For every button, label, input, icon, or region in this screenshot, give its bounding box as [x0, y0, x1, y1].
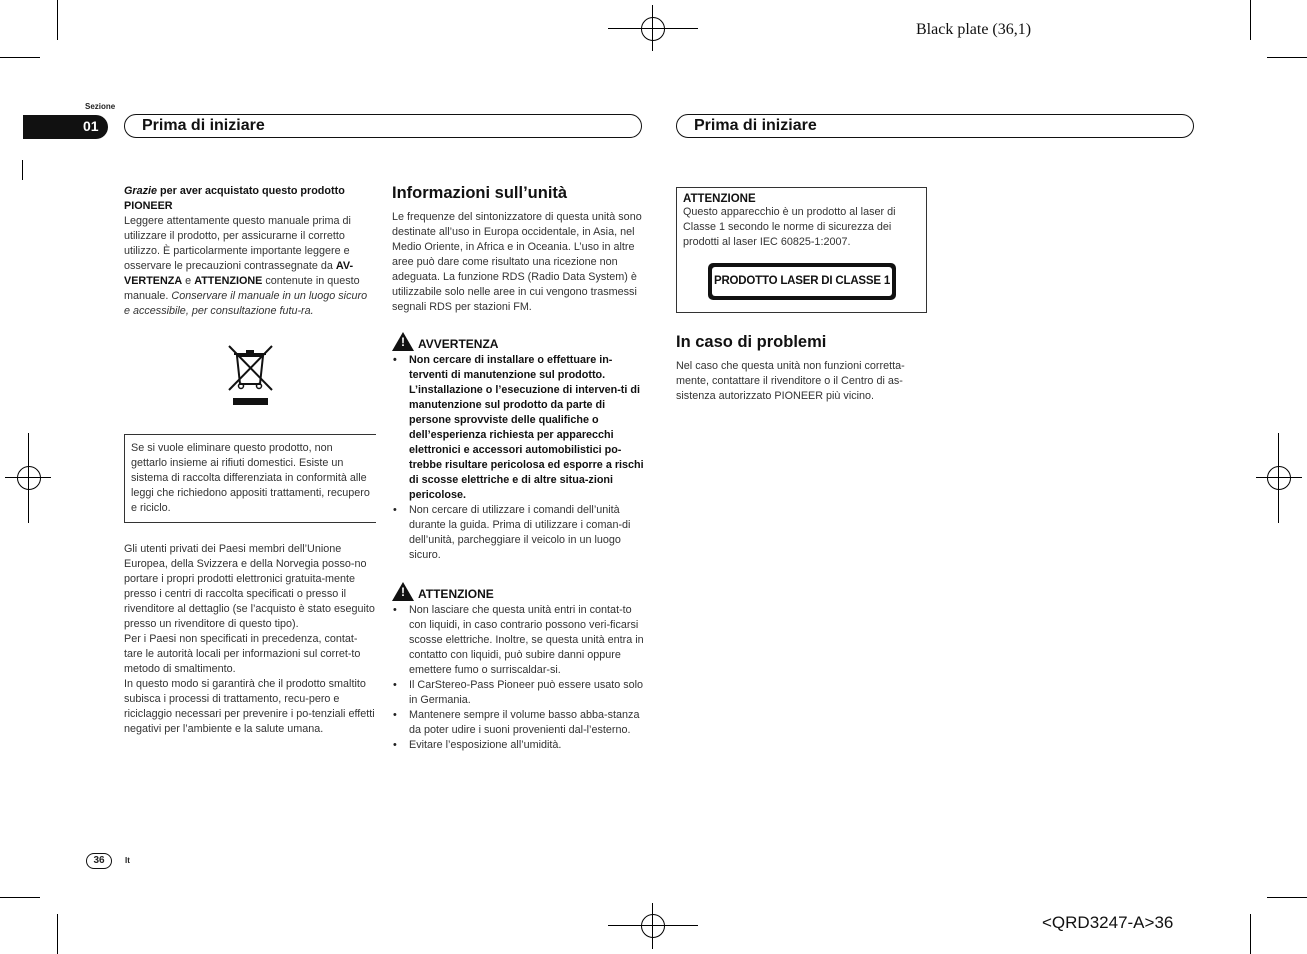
caution-list	[392, 603, 644, 753]
crossed-out-wheelie-bin-icon	[226, 344, 276, 408]
warning-triangle-icon: !	[392, 332, 414, 351]
document-code: <QRD3247-A>36	[1042, 913, 1174, 932]
laser-class-label	[708, 263, 896, 300]
registration-mark-icon	[1267, 466, 1291, 490]
list-item: • Il CarStereo-Pass Pioneer può essere usato solo in Germania.	[392, 678, 644, 708]
list-item: • Non cercare di installare o effettuare in-terventi di manutenzione sul prodotto. L’installazione o l’esecuzione di interven-ti di manutenzione sul prodotto da parte di persone sprovviste delle qualifiche o dell’esperienza richiesta per apparecchi elettronici e accessori automobilistici po-trebbe risultare pericolosa ed esporre a rischi di scosse elettriche e di altre situa-zioni pericolose.	[392, 353, 644, 503]
section-title-left	[124, 114, 642, 138]
warning-list	[392, 353, 644, 563]
caution-title: ATTENZIONE	[418, 587, 494, 601]
language-code: It	[125, 856, 130, 865]
laser-caution-title: ATTENZIONE	[683, 193, 756, 205]
registration-mark-icon	[17, 466, 41, 490]
unit-info-paragraph: Le frequenze del sintonizzatore di questa unità sono destinate all’uso in Europa occidentale, in Asia, nel Medio Oriente, in Africa e in Oceania. L’uso in altre aree può dare come risultato una ricezione non adeguata. La funzione RDS (Radio Data System) è utilizzabile solo nelle aree in cui vengono trasmessi segnali RDS per stazioni FM.	[392, 211, 642, 313]
section-title-right	[676, 114, 1194, 138]
registration-mark-icon	[641, 914, 665, 938]
list-item: • Mantenere sempre il volume basso abba-stanza da poter udire i suoni provenienti dal-l’esterno.	[392, 708, 644, 738]
registration-line	[1256, 477, 1302, 478]
disposal-paragraphs	[124, 542, 376, 737]
caution-heading	[392, 582, 644, 601]
registration-line	[608, 925, 698, 926]
crop-mark	[0, 57, 40, 58]
intro-bold: per aver acquistato questo prodotto PIONEER	[124, 185, 345, 212]
warning-triangle-icon: !	[392, 582, 414, 601]
page-number: 36	[86, 853, 112, 869]
registration-line	[608, 28, 698, 29]
intro-text: contenute in questo manuale.	[124, 275, 360, 302]
troubleshooting-heading: In caso di problemi	[676, 333, 827, 351]
section-number: 01	[23, 115, 108, 139]
list-item: • Non lasciare che questa unità entri in contat-to con liquidi, in caso contrario possono veri-ficarsi scosse elettriche. Inoltre, se questa unità entra in contatto con liquidi, può subire danni oppure emettere fumo o surriscaldar-si.	[392, 603, 644, 678]
disposal-note-text: Se si vuole eliminare questo prodotto, non gettarlo insieme ai rifiuti domestici. Esiste un sistema di raccolta differenziata in conformità alle leggi che richiedono appositi trattamenti, recupero e riciclo.	[131, 442, 370, 514]
intro-paragraph	[124, 184, 374, 319]
crop-mark	[57, 914, 58, 954]
laser-class-label-text: PRODOTTO LASER DI CLASSE 1	[712, 267, 892, 296]
warning-heading	[392, 332, 644, 351]
intro-italic: Grazie	[124, 185, 158, 197]
disposal-paragraph: Gli utenti privati dei Paesi membri dell’Unione Europea, della Svizzera e della Norvegia posso-no portare i propri prodotti elettronici gratuita-mente presso i centri di raccolta specificati o presso il rivenditore al dettaglio (se l’acquisto è stato eseguito presso un rivenditore di questo tipo).	[124, 543, 375, 630]
intro-text: e	[182, 275, 195, 287]
warning-title: AVVERTENZA	[418, 337, 499, 351]
registration-line	[652, 903, 653, 949]
black-plate-label: Black plate (36,1)	[916, 21, 1032, 38]
disposal-paragraph: Per i Paesi non specificati in precedenza, contat-tare le autorità locali per informazioni sul corret-to metodo di smaltimento.	[124, 633, 361, 675]
warning-section	[392, 332, 644, 563]
registration-line	[652, 5, 653, 51]
crop-mark	[22, 160, 23, 180]
crop-mark	[1267, 57, 1307, 58]
section-label: Sezione	[85, 102, 116, 111]
crop-mark	[0, 897, 40, 898]
crop-mark	[1250, 914, 1251, 954]
list-item: • Evitare l’esposizione all’umidità.	[392, 738, 644, 753]
troubleshooting-paragraph: Nel caso che questa unità non funzioni corretta-mente, contattare il rivenditore o il Centro di as-sistenza autorizzato PIONEER più vicino.	[676, 360, 905, 402]
section-title-text: Prima di iniziare	[142, 117, 265, 134]
unit-info-heading: Informazioni sull’unità	[392, 184, 568, 202]
intro-heading	[124, 184, 374, 214]
intro-body	[124, 214, 374, 319]
crop-mark	[1267, 897, 1307, 898]
section-title-text: Prima di iniziare	[694, 117, 817, 134]
intro-avvertenza: AV-VERTENZA	[124, 260, 354, 287]
registration-mark-icon	[641, 17, 665, 41]
intro-text: Leggere attentamente questo manuale prima di utilizzare il prodotto, per assicurarne il corretto utilizzo. È particolarmente importante leggere e osservare le precauzioni contrassegnate da	[124, 215, 351, 272]
list-item: • Non cercare di utilizzare i comandi dell’unità durante la guida. Prima di utilizzare i coman-di dell’unità, parcheggiare il veicolo in un luogo sicuro.	[392, 503, 644, 563]
caution-section	[392, 582, 644, 753]
registration-line	[28, 433, 29, 523]
disposal-paragraph: In questo modo si garantirà che il prodotto smaltito subisca i processi di trattamento, recu-pero e riciclaggio necessari per prevenire i po-tenziali effetti negativi per l’ambiente e la salute umana.	[124, 678, 375, 735]
registration-line	[1278, 433, 1279, 523]
crop-mark	[57, 0, 58, 40]
disposal-note-box	[124, 434, 376, 523]
laser-caution-text: Questo apparecchio è un prodotto al laser di Classe 1 secondo le norme di sicurezza dei prodotti al laser IEC 60825-1:2007.	[683, 206, 896, 248]
intro-attenzione: ATTENZIONE	[194, 275, 263, 287]
crop-mark	[1250, 0, 1251, 40]
intro-italic-note: Conservare il manuale in un luogo sicuro e accessibile, per consultazione futu-ra.	[124, 290, 368, 317]
